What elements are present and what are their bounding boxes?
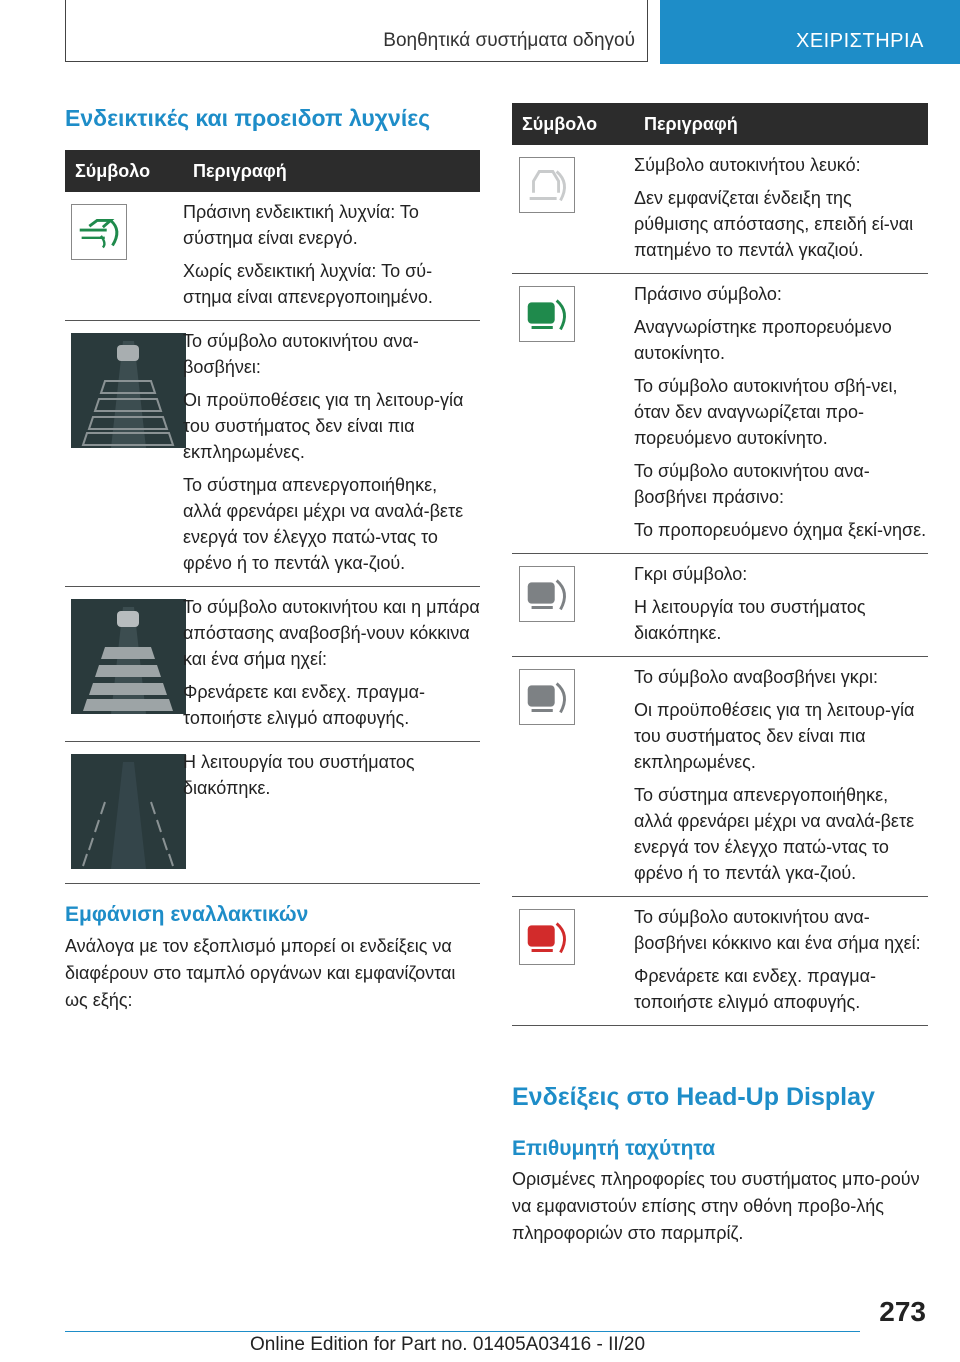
table-row <box>512 274 928 554</box>
alternative-display-text: Ανάλογα με τον εξοπλισμό μπορεί οι ενδείξεις να διαφέρουν στο ταμπλό οργάνων και εμφανίζονται ως εξής: <box>65 936 456 1010</box>
description-text: Πράσινο σύμβολο: <box>634 284 782 304</box>
left-symbol-table <box>65 150 480 884</box>
white-vehicle-icon <box>519 157 575 213</box>
table-row <box>512 554 928 657</box>
description-text: Αναγνωρίστηκε προπορευόμενο αυτοκίνητο. <box>634 317 892 363</box>
description-text: Η λειτουργία του συστήματος διακόπηκε. <box>183 752 415 798</box>
description-text: Το σύμβολο αναβοσβήνει γκρι: <box>634 667 879 687</box>
footer-edition: Online Edition for Part no. 01405A03416 - II/20 <box>250 1334 646 1355</box>
description-text: Το σύμβολο αυτοκινήτου ανα-βοσβήνει: <box>183 331 419 377</box>
vehicle-red-distance-bars-display-icon <box>71 599 186 714</box>
description-text: Φρενάρετε και ενδεχ. πραγμα-τοποιήστε ελιγμό αποφυγής. <box>183 682 425 728</box>
col-header-description: Περιγραφή <box>634 103 928 145</box>
green-vehicle-distance-icon <box>71 204 127 260</box>
description-text: Οι προϋποθέσεις για τη λειτουρ-γία του συστήματος δεν είναι πια εκπληρωμένες. <box>183 390 464 462</box>
vehicle-distance-bars-display-icon <box>71 333 186 448</box>
description-text: Το προπορευόμενο όχημα ξεκί-νησε. <box>634 520 927 540</box>
table-row <box>512 657 928 897</box>
col-header-description: Περιγραφή <box>183 150 480 192</box>
red-vehicle-icon <box>519 909 575 965</box>
description-text: Το σύστημα απενεργοποιήθηκε, αλλά φρενάρει μέχρι να αναλά-βετε ενεργά τον έλεγχο πατώ-ντας το φρένο ή το πεντάλ γκα-ζιού. <box>183 475 464 573</box>
desired-speed-heading: Επιθυμητή ταχύτητα <box>512 1137 716 1160</box>
description-text: Οι προϋποθέσεις για τη λειτουρ-γία του συστήματος δεν είναι πια εκπληρωμένες. <box>634 700 915 772</box>
header-section-tab <box>660 0 960 64</box>
col-header-symbol: Σύμβολο <box>512 103 634 145</box>
description-text: Γκρι σύμβολο: <box>634 564 748 584</box>
section-title: ΧΕΙΡΙΣΤΗΡΙΑ <box>796 30 924 52</box>
chapter-title: Βοηθητικά συστήματα οδηγού <box>383 30 635 51</box>
description-text: Χωρίς ενδεικτική λυχνία: Το σύ-στημα είναι απενεργοποιημένο. <box>183 261 433 307</box>
page-number: 273 <box>879 1296 926 1327</box>
grey-vehicle-flashing-icon <box>519 669 575 725</box>
warning-lights-heading: Ενδεικτικές και προειδοπ λυχνίες <box>65 105 431 131</box>
description-text: Το σύστημα απενεργοποιήθηκε, αλλά φρενάρει μέχρι να αναλά-βετε ενεργά τον έλεγχο πατώ-ντας το φρένο ή το πεντάλ γκα-ζιού. <box>634 785 915 883</box>
footer-divider <box>65 1331 860 1332</box>
table-row <box>512 897 928 1026</box>
table-row <box>65 321 480 587</box>
desired-speed-text: Ορισμένες πληροφορίες του συστήματος μπο-ρούν να εμφανιστούν επίσης στην οθόνη προβο-λής πληροφοριών στο παρμπρίζ. <box>512 1169 920 1243</box>
green-vehicle-icon <box>519 286 575 342</box>
right-symbol-table <box>512 103 928 1026</box>
head-up-display-heading: Ενδείξεις στο Head-Up Display <box>512 1083 875 1111</box>
description-text: Το σύμβολο αυτοκινήτου ανα-βοσβήνει κόκκινο και ένα σήμα ηχεί: <box>634 907 921 953</box>
description-text: Σύμβολο αυτοκινήτου λευκό: <box>634 155 861 175</box>
description-text: Φρενάρετε και ενδεχ. πραγμα-τοποιήστε ελιγμό αποφυγής. <box>634 966 876 1012</box>
description-text: Το σύμβολο αυτοκινήτου και η μπάρα απόστασης αναβοσβή-νουν κόκκινα και ένα σήμα ηχεί: <box>183 597 480 669</box>
lane-display-off-icon <box>71 754 186 869</box>
alternative-display-heading: Εμφάνιση εναλλακτικών <box>65 903 309 926</box>
table-row <box>65 192 480 321</box>
col-header-symbol: Σύμβολο <box>65 150 183 192</box>
description-text: Η λειτουργία του συστήματος διακόπηκε. <box>634 597 866 643</box>
description-text: Δεν εμφανίζεται ένδειξη της ρύθμισης απόστασης, επειδή εί-ναι πατημένο το πεντάλ γκαζιού. <box>634 188 914 260</box>
description-text: Πράσινη ενδεικτική λυχνία: Το σύστημα είναι ενεργό. <box>183 202 419 248</box>
table-row <box>65 587 480 742</box>
table-row <box>65 742 480 884</box>
grey-vehicle-icon <box>519 566 575 622</box>
header-chapter-box <box>65 0 648 62</box>
table-row <box>512 145 928 274</box>
description-text: Το σύμβολο αυτοκινήτου σβή-νει, όταν δεν αναγνωρίζεται προ-πορευόμενο αυτοκίνητο. <box>634 376 898 448</box>
description-text: Το σύμβολο αυτοκινήτου ανα-βοσβήνει πράσινο: <box>634 461 870 507</box>
